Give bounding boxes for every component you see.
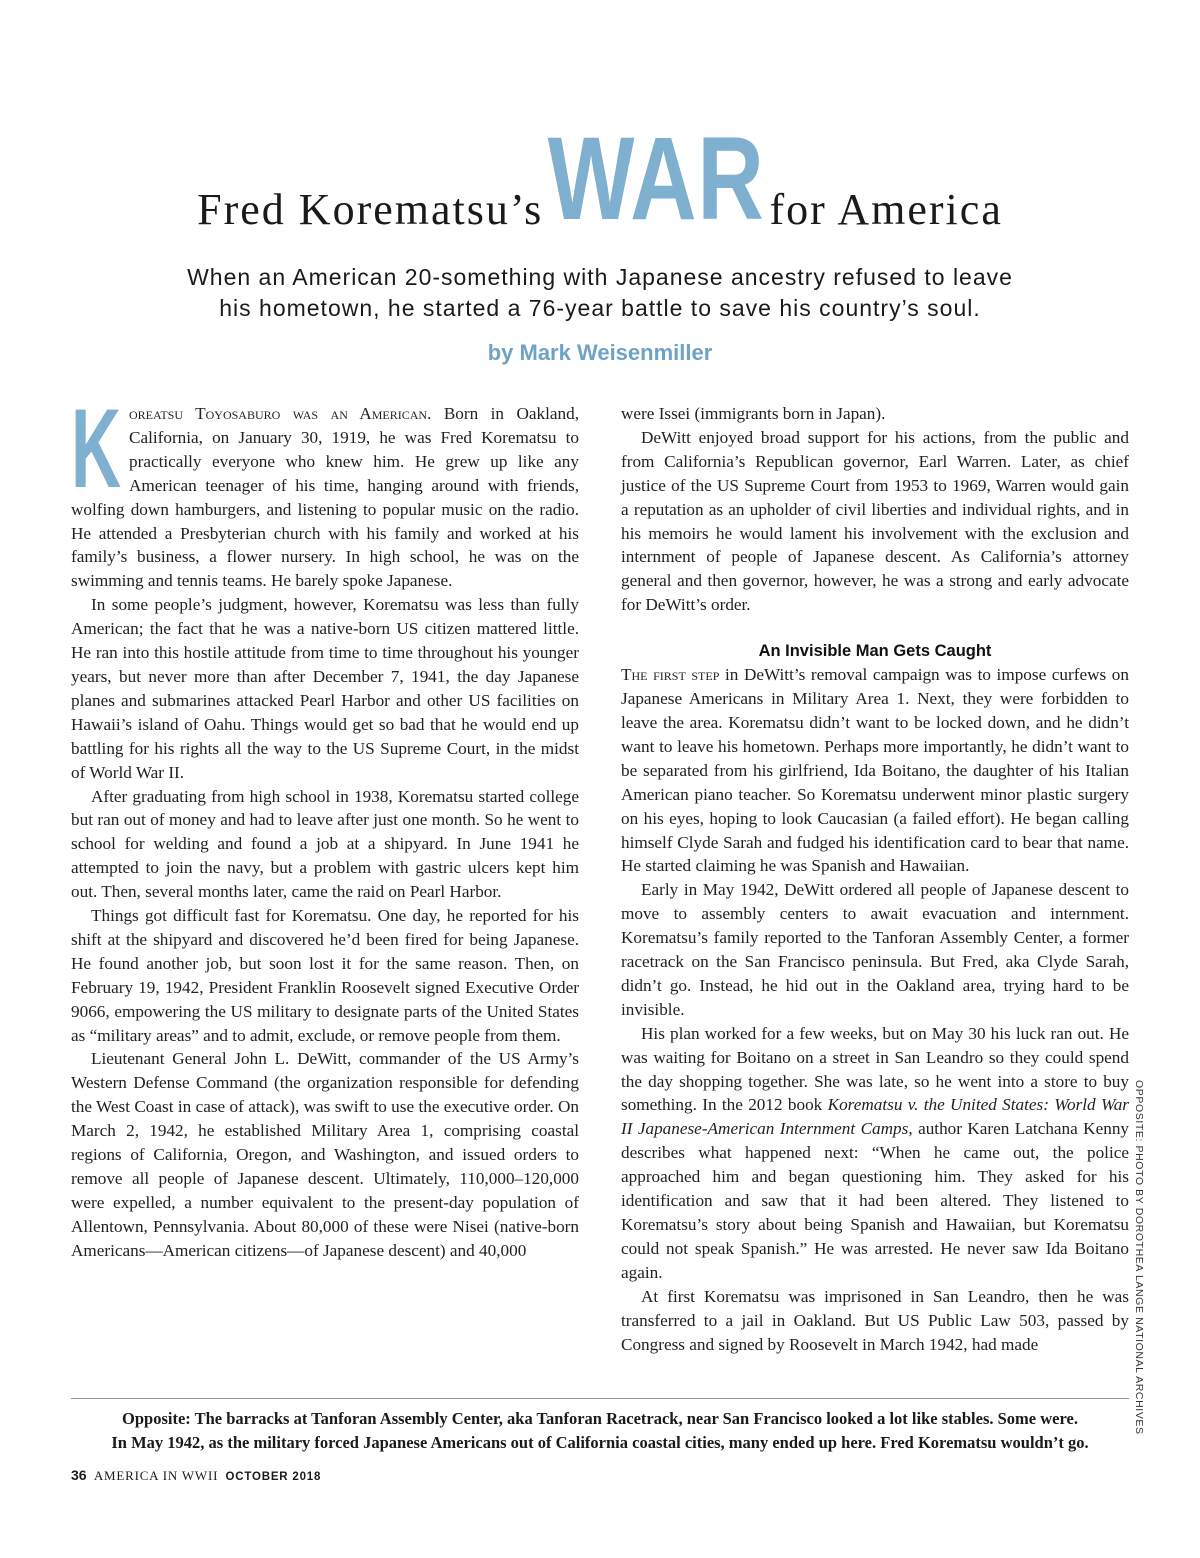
paragraph-5-continued: were Issei (immigrants born in Japan). xyxy=(621,404,886,423)
paragraph-4: Things got difficult fast for Korematsu. One day, he reported for his shift at the shipyard and discovered he’d been fired for being Japanese. He found another job, but soon lost it for the same reason. Then, on February 19, 1942, President Franklin Roosevelt signed Executive Order 9066, empowering the US military to designate parts of the United States as “military areas” and to admit, exclude, or remove people from them. xyxy=(71,906,579,1045)
headline-emphasis: WAR xyxy=(547,113,765,245)
paragraph-7: The first step in DeWitt’s removal campaign was to impose curfews on Japanese Americans in Military Area 1. Next, they were forbidden to leave the area. Korematsu didn’t want to be locked down, and he didn’t want to leave his hometown. Perhaps more importantly, he didn’t want to be separated from his girlfriend, Ida Boitano, the daughter of his Italian American piano teacher. So Korematsu underwent minor plastic surgery on his eyes, hoping to look Caucasian (a failed effort). He began calling himself Clyde Sarah and fudged his identification card to bear that name. He started claiming he was Spanish and Hawaiian. xyxy=(621,665,1129,876)
lead-in: oreatsu Toyosaburo was an American. xyxy=(129,404,432,423)
issue-date: OCTOBER 2018 xyxy=(225,1471,322,1483)
deck-line-2: his hometown, he started a 76-year battle to save his country’s soul. xyxy=(219,295,981,321)
article-column-right xyxy=(621,402,1129,1356)
deck-line-1: When an American 20-something with Japanese ancestry refused to leave xyxy=(187,264,1013,290)
magazine-name: AMERICA IN WWII xyxy=(93,1468,219,1483)
photo-caption xyxy=(40,1407,1160,1454)
page-number: 36 xyxy=(71,1467,87,1483)
headline xyxy=(0,113,1200,245)
section-subhead: An Invisible Man Gets Caught xyxy=(758,642,992,661)
caption-line-1: Opposite: The barracks at Tanforan Assembly Center, aka Tanforan Racetrack, near San Francisco looked a lot like stables. Some were. xyxy=(122,1409,1078,1428)
page-footer xyxy=(71,1467,321,1484)
byline: by Mark Weisenmiller xyxy=(487,340,713,365)
paragraph-9: His plan worked for a few weeks, but on May 30 his luck ran out. He was waiting for Boitano on a street in San Leandro so they could spend the day shopping together. She was late, so he went into a store to buy something. In the 2012 book Korematsu v. the United States: World War II Japanese-American Internment Camps, author Karen Latchana Kenny describes what happened next: “When he came out, the police approached him and began questioning him. They asked for his identification and saw that it had been altered. They listened to Korematsu’s story about being Spanish and Hawaiian, but Korematsu could not speak Spanish.” He was arrested. He never saw Ida Boitano again. xyxy=(621,1023,1130,1282)
paragraph-2: In some people’s judgment, however, Korematsu was less than fully American; the fact that he was a native-born US citizen mattered little. He ran into this hostile attitude from time to time throughout his younger years, but never more than after December 7, 1941, the day Japanese planes and submarines attacked Pearl Harbor and other US facilities on Hawaii’s island of Oahu. Things would get so bad that he would end up battling for his rights all the way to the US Supreme Court, in the midst of World War II. xyxy=(71,595,579,782)
paragraph-6: DeWitt enjoyed broad support for his actions, from the public and from California’s Republican governor, Earl Warren. Later, as chief justice of the US Supreme Court from 1953 to 1969, Warren would gain a reputation as an upholder of civil liberties and individual rights, and in his memoirs he would lament his involvement with the exclusion and internment of people of Japanese descent. As California’s attorney general and then governor, however, he was a strong and early advocate for DeWitt’s order. xyxy=(621,427,1129,615)
drop-cap: K xyxy=(71,386,122,511)
book-title: Korematsu v. the United States: World War II Japanese-American Internment Camps xyxy=(621,1095,1129,1139)
headline-after: for America xyxy=(769,185,1003,234)
paragraph-5: Lieutenant General John L. DeWitt, commander of the US Army’s Western Defense Command (the organization responsible for defending the West Coast in case of attack), was swift to use the executive order. On March 2, 1942, he established Military Area 1, comprising coastal regions of California, Oregon, and Washington, and issued orders to remove all people of Japanese descent. Ultimately, 110,000–120,000 were expelled, a number equivalent to the present-day population of Allentown, Pennsylvania. About 80,000 of these were Nisei (native-born Americans—American citizens—of Japanese descent) and 40,000 xyxy=(71,1049,579,1260)
deck xyxy=(100,262,1100,324)
headline-before: Fred Korematsu’s xyxy=(197,185,544,234)
photo-credit: OPPOSITE: PHOTO BY DOROTHEA LANGE NATIONAL ARCHIVES xyxy=(1133,1080,1145,1435)
paragraph-1: Koreatsu Toyosaburo was an American. Born in Oakland, California, on January 30, 1919, he was Fred Korematsu to practically everyone who knew him. He grew up like any American teenager of his time, hanging around with friends, wolfing down hamburgers, and listening to popular music on the radio. He attended a Presbyterian church with his family and worked at his family’s business, a flower nursery. In high school, he was on the swimming and tennis teams. He barely spoke Japanese. xyxy=(71,386,579,591)
section-lead-in: The first step xyxy=(621,665,720,685)
caption-divider xyxy=(71,1398,1129,1399)
paragraph-3: After graduating from high school in 1938, Korematsu started college but ran out of money and had to leave after just one month. So he went to school for welding and found a job at a shipyard. In June 1941 he attempted to join the navy, but a problem with gastric ulcers kept him out. Then, several months later, came the raid on Pearl Harbor. xyxy=(71,786,579,902)
caption-line-2: In May 1942, as the military forced Japanese Americans out of California coastal cities, many ended up here. Fred Korematsu wouldn’t go. xyxy=(111,1432,1089,1452)
paragraph-8: Early in May 1942, DeWitt ordered all people of Japanese descent to move to assembly centers to await evacuation and internment. Korematsu’s family reported to the Tanforan Assembly Center, a former racetrack on the San Francisco peninsula. But Fred, aka Clyde Sarah, didn’t go. Instead, he hid out in the Oakland area, trying hard to be invisible. xyxy=(621,880,1129,1019)
article-column-left xyxy=(71,386,579,1263)
paragraph-10: At first Korematsu was imprisoned in San Leandro, then he was transferred to a jail in Oakland. But US Public Law 503, passed by Congress and signed by Roosevelt in March 1942, had made xyxy=(621,1286,1129,1354)
